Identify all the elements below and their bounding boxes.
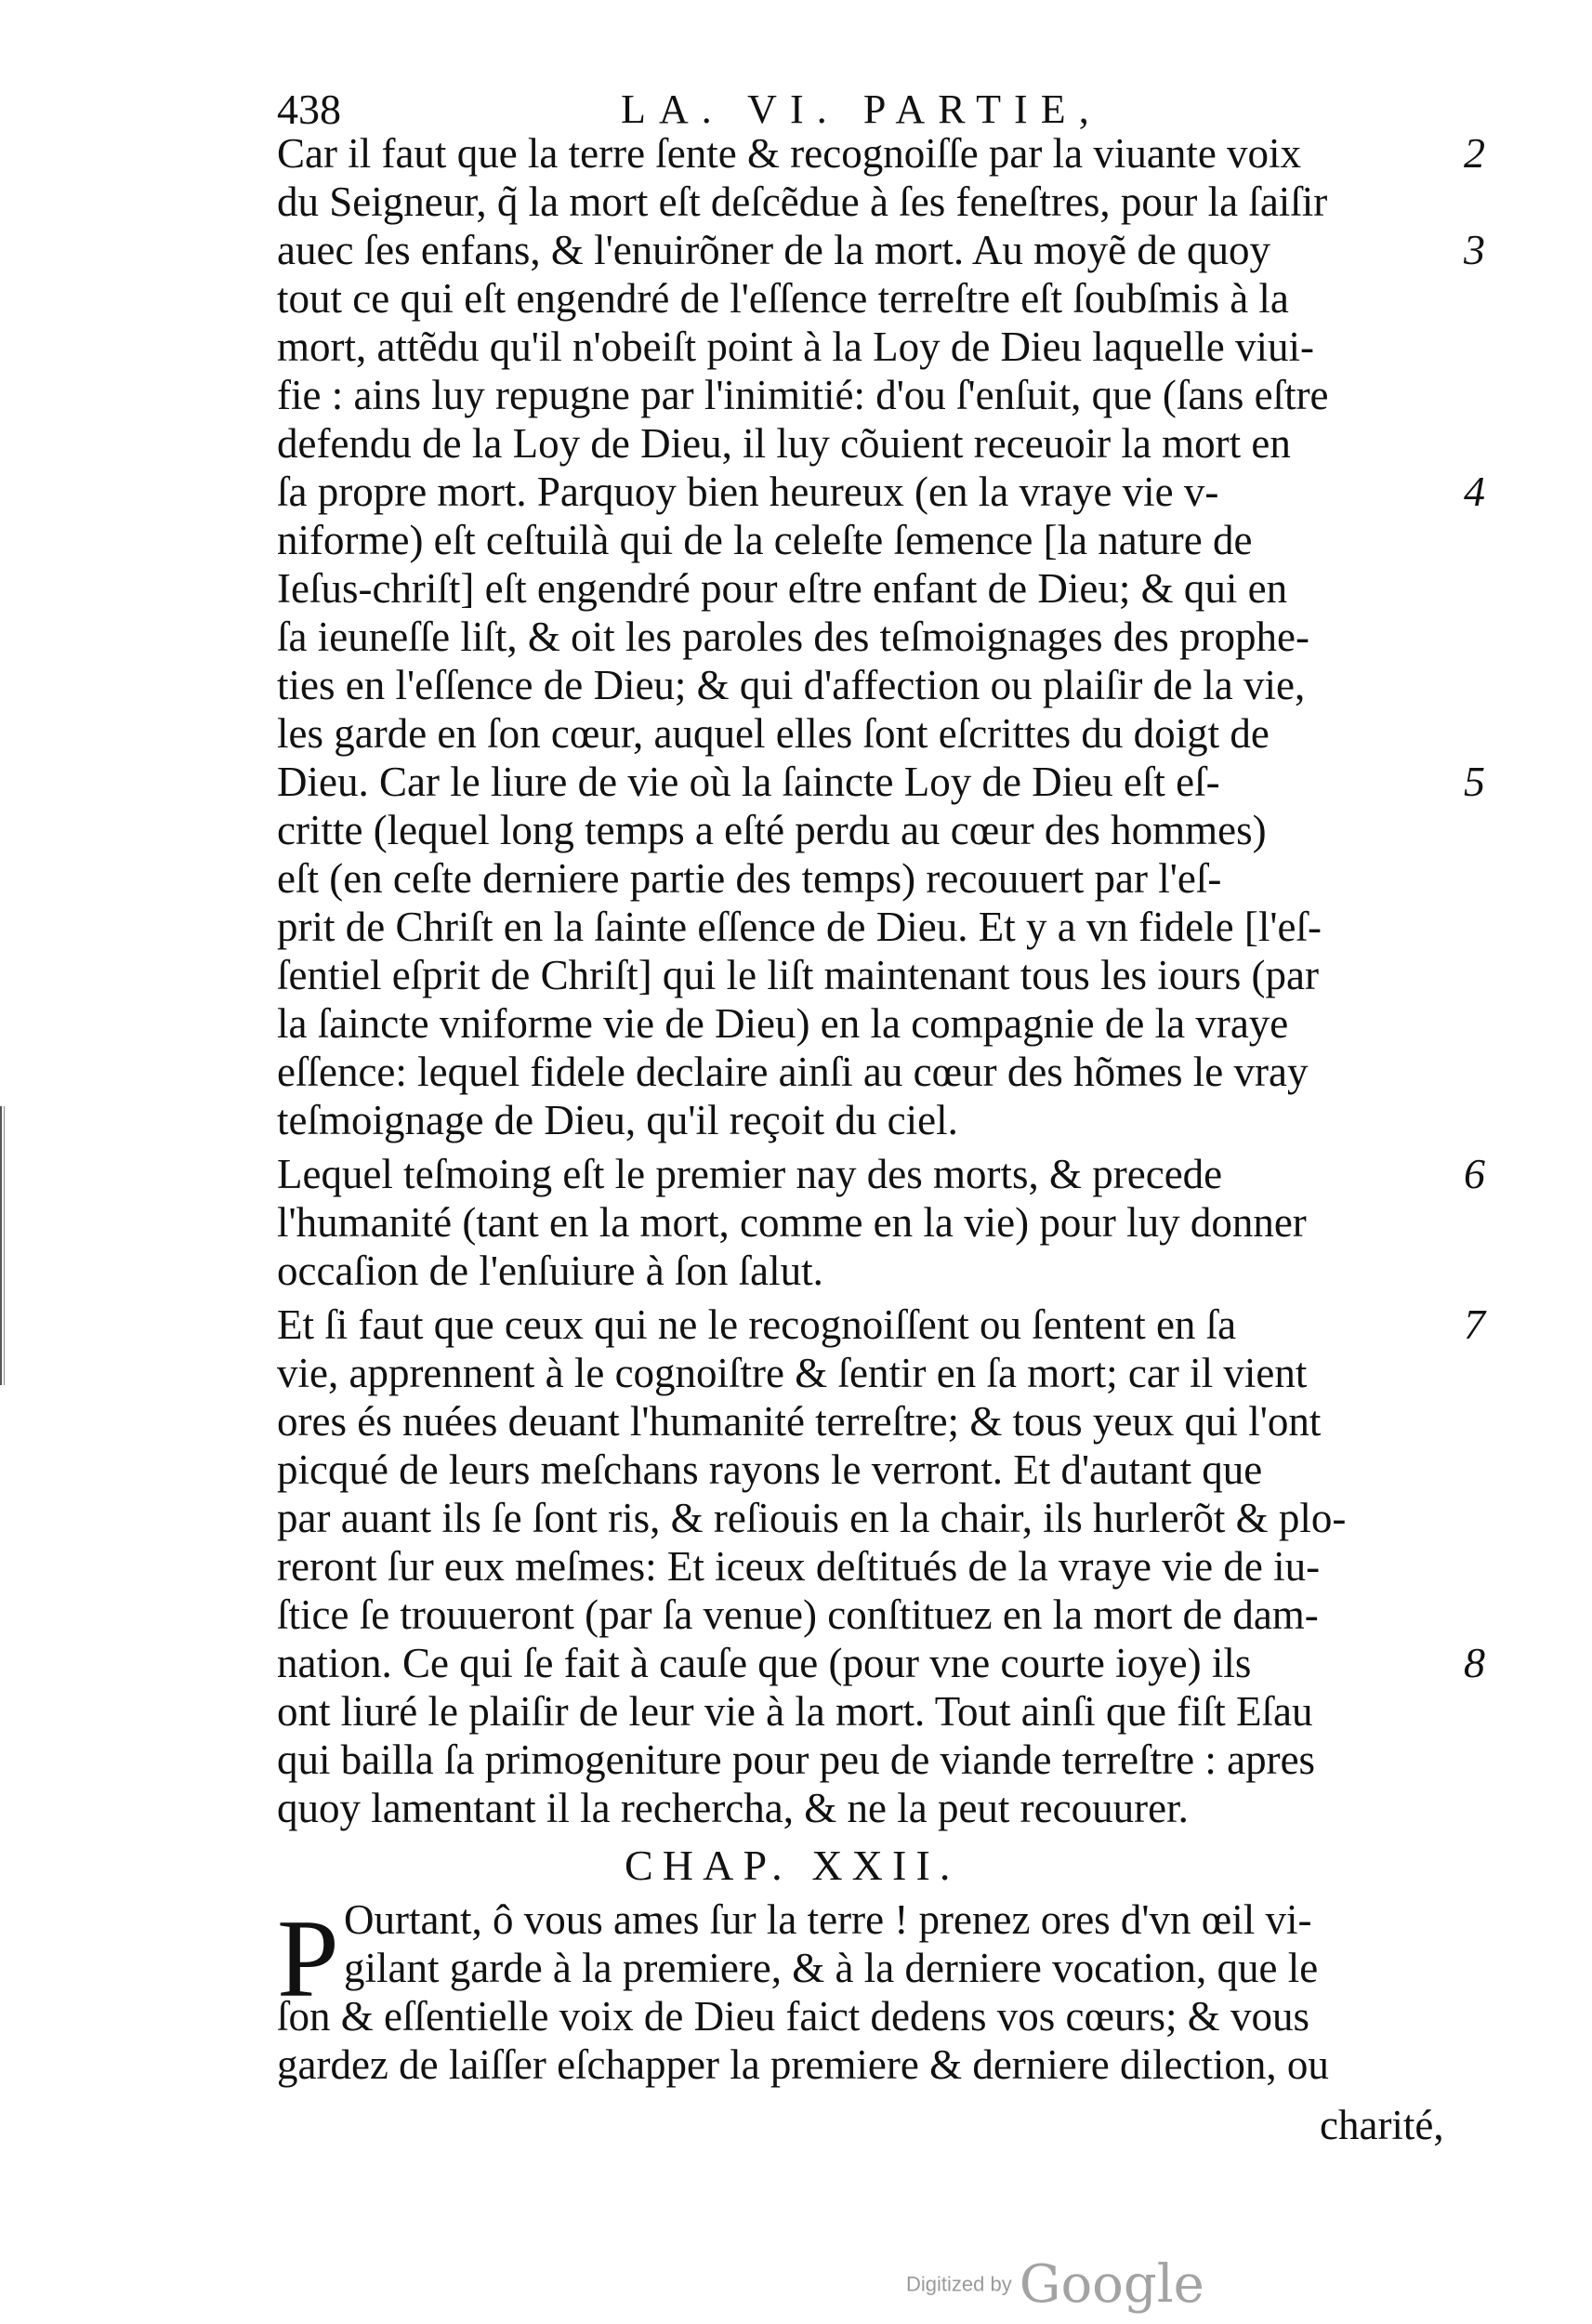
text-line: ſtice ſe trouueront (par ſa venue) conſtituez en la mort de dam- [277, 1591, 1319, 1638]
verse-number: 8 [1464, 1639, 1485, 1686]
text-line: l'humanité (tant en la mort, comme en la vie) pour luy donner [277, 1199, 1307, 1246]
page-number: 438 [277, 86, 341, 133]
text-line: Ieſus-chriſt] eſt engendré pour eſtre enfant de Dieu; & qui en [277, 565, 1288, 612]
text-line: teſmoignage de Dieu, qu'il reçoit du ciel. [277, 1097, 958, 1143]
text-line: gilant garde à la premiere, & à la derniere vocation, que le [344, 1945, 1319, 1991]
text-line: reront ſur eux meſmes: Et iceux deſtitués de la vraye vie de iu- [277, 1543, 1321, 1590]
text-line: niforme) eſt ceſtuilà qui de la celeſte ſemence [la nature de [277, 517, 1253, 563]
text-line: eſt (en ceſte derniere partie des temps) recouuert par l'eſ- [277, 855, 1222, 902]
text-line: prit de Chriſt en la ſainte eſſence de Dieu. Et y a vn fidele [l'eſ- [277, 904, 1322, 950]
verse-number: 6 [1464, 1150, 1485, 1197]
verse-number: 4 [1464, 468, 1485, 515]
text-line: la ſaincte vniforme vie de Dieu) en la compagnie de la vraye [277, 1000, 1289, 1047]
text-line: occaſion de l'enſuiure à ſon ſalut. [277, 1248, 823, 1294]
text-line: vie, apprennent à le cognoiſtre & ſentir en ſa mort; car il vient [277, 1350, 1308, 1396]
google-logo: Google [1019, 2254, 1204, 2315]
running-head [277, 82, 1476, 138]
text-line: les garde en ſon cœur, auquel elles ſont eſcrittes du doigt de [277, 710, 1270, 757]
text-line: fie : ains luy repugne par l'inimitié: d'ou ſ'enſuit, que (ſans eſtre [277, 372, 1329, 418]
verse-number: 2 [1464, 129, 1485, 177]
text-line: gardez de laiſſer eſchapper la premiere & derniere dilection, ou [277, 2041, 1329, 2088]
text-line: ſa propre mort. Parquoy bien heureux (en la vraye vie v- [277, 469, 1219, 515]
verse-number: 5 [1464, 758, 1485, 805]
text-line: Ourtant, ô vous ames ſur la terre ! prenez ores d'vn œil vi- [344, 1896, 1312, 1943]
text-line: quoy lamentant il la rechercha, & ne la peut recouurer. [277, 1785, 1189, 1831]
text-line: auec ſes enfans, & l'enuirõner de la mort. Au moyẽ de quoy [277, 227, 1271, 273]
text-line: mort, attẽdu qu'il n'obeiſt point à la Loy de Dieu laquelle viui- [277, 324, 1314, 370]
drop-capital: P [277, 1896, 339, 2020]
text-line: defendu de la Loy de Dieu, il luy cõuient receuoir la mort en [277, 420, 1291, 467]
text-line: ties en l'eſſence de Dieu; & qui d'affection ou plaiſir de la vie, [277, 662, 1306, 708]
text-line: Et ſi faut que ceux qui ne le recognoiſſent ou ſentent en ſa [277, 1301, 1237, 1348]
text-line: tout ce qui eſt engendré de l'eſſence terreſtre eſt ſoubſmis à la [277, 275, 1289, 322]
running-title: LA. VI. PARTIE, [621, 86, 1102, 132]
digitized-watermark [906, 2254, 1204, 2315]
text-line: ores és nuées deuant l'humanité terreſtre; & tous yeux qui l'ont [277, 1398, 1322, 1445]
text-line: Car il faut que la terre ſente & recognoiſſe par la viuante voix [277, 130, 1302, 177]
text-line: Dieu. Car le liure de vie où la ſaincte Loy de Dieu eſt eſ- [277, 759, 1220, 805]
text-line: eſſence: lequel fidele declaire ainſi au cœur des hõmes le vray [277, 1049, 1309, 1095]
catchword: charité, [1320, 2102, 1444, 2148]
text-line: qui bailla ſa primogeniture pour peu de viande terreſtre : apres [277, 1736, 1316, 1783]
text-line: ſa ieuneſſe liſt, & oit les paroles des teſmoignages des prophe- [277, 614, 1309, 660]
chapter-heading: CHAP. XXII. [625, 1842, 960, 1889]
text-line: du Seigneur, q̃ la mort eſt deſcẽdue à ſes feneſtres, pour la ſaiſir [277, 178, 1328, 225]
text-line: ſon & eſſentielle voix de Dieu faict dedens vos cœurs; & vous [277, 1993, 1310, 2040]
text-line: picqué de leurs meſchans rayons le verront. Et d'autant que [277, 1446, 1263, 1493]
verse-number: 3 [1464, 226, 1485, 273]
text-line: ſentiel eſprit de Chriſt] qui le liſt maintenant tous les iours (par [277, 952, 1320, 998]
digitized-by-label: Digitized by [906, 2272, 1012, 2296]
text-line: ont liuré le plaiſir de leur vie à la mort. Tout ainſi que fiſt Eſau [277, 1688, 1313, 1735]
text-line: critte (lequel long temps a eſté perdu au cœur des hommes) [277, 807, 1267, 853]
text-line: Lequel teſmoing eſt le premier nay des morts, & precede [277, 1151, 1223, 1197]
page-edge-shadow [0, 1106, 6, 1385]
text-line: nation. Ce qui ſe fait à cauſe que (pour vne courte ioye) ils [277, 1640, 1252, 1686]
text-line: par auant ils ſe ſont ris, & reſiouis en la chair, ils hurlerõt & plo- [277, 1495, 1347, 1541]
verse-number: 7 [1464, 1301, 1485, 1348]
